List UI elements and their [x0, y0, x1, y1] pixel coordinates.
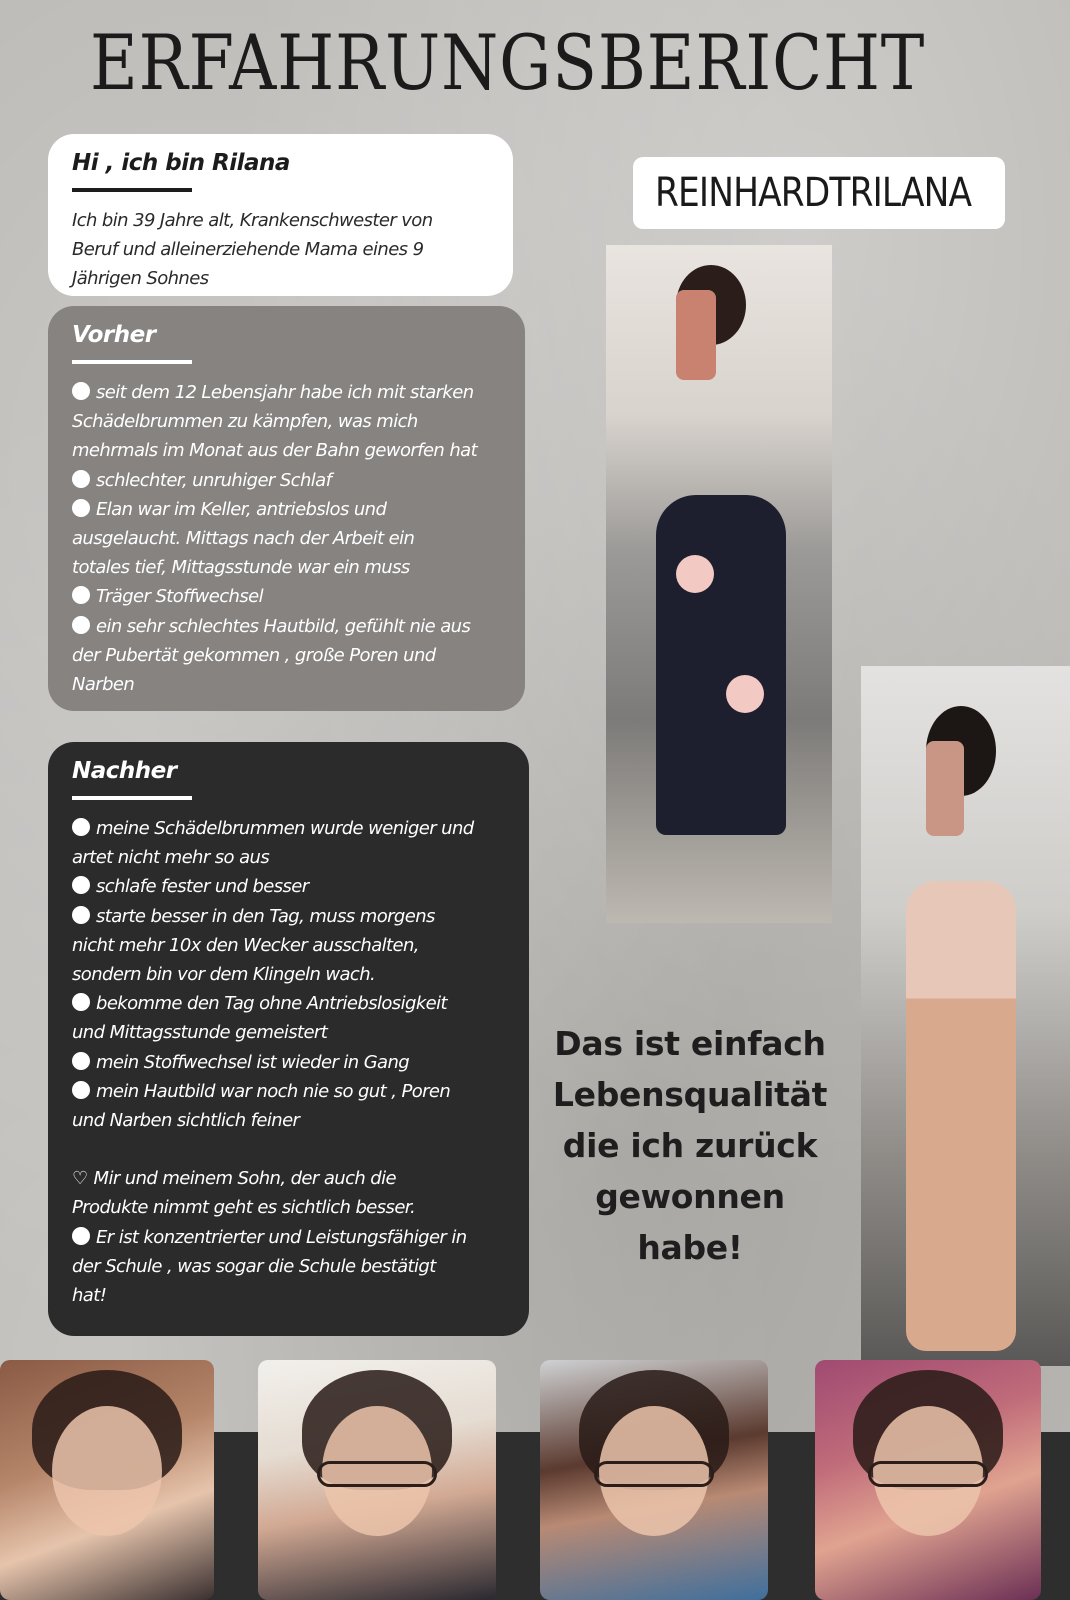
before-card: [48, 306, 525, 711]
after-item-text: starte besser in den Tag, muss morgens: [96, 905, 435, 927]
after-item-text: mein Hautbild war noch nie so gut , Poren: [96, 1080, 451, 1102]
after-item-line: [72, 1164, 505, 1193]
intro-heading: Hi , ich bin Rilana: [72, 150, 290, 176]
before-heading: Vorher: [72, 322, 156, 348]
bullet-dot-icon: [72, 993, 90, 1011]
before-item-text: ausgelaucht. Mittags nach der Arbeit ein: [72, 528, 415, 550]
after-item-line: [72, 1106, 505, 1135]
before-item-line: [72, 582, 501, 611]
quote-text: [540, 1018, 840, 1278]
before-item-text: Narben: [72, 674, 135, 696]
after-item-line: [72, 960, 505, 989]
after-card: [48, 742, 529, 1336]
quote-line: gewonnen: [595, 1177, 785, 1216]
glasses-icon: [317, 1461, 437, 1487]
after-item-text: hat!: [72, 1285, 107, 1307]
before-item-text: totales tief, Mittagsstunde war ein muss: [72, 557, 410, 579]
instagram-handle: REINHARDTRILANA: [655, 170, 972, 216]
portrait-thumbnail: [815, 1360, 1041, 1600]
before-item-text: schlechter, unruhiger Schlaf: [96, 469, 332, 491]
after-item-text: der Schule , was sogar die Schule bestätigt: [72, 1255, 436, 1277]
before-item-text: der Pubertät gekommen , große Poren und: [72, 644, 436, 666]
glasses-icon: [868, 1461, 988, 1487]
after-heading: Nachher: [72, 758, 177, 784]
bullet-dot-icon: [72, 818, 90, 836]
before-photo-phone: [676, 290, 716, 380]
before-item-text: Träger Stoffwechsel: [96, 586, 263, 608]
after-photo: [861, 666, 1070, 1366]
portrait-thumbnail: [0, 1360, 214, 1600]
before-item-line: [72, 524, 501, 553]
after-item-line: [72, 1077, 505, 1106]
after-item-text: Er ist konzentrierter und Leistungsfähiger in: [96, 1226, 467, 1248]
bullet-dot-icon: [72, 586, 90, 604]
after-photo-phone: [926, 741, 964, 836]
before-item-line: [72, 670, 501, 699]
intro-underline: [72, 188, 192, 192]
before-item-line: [72, 612, 501, 641]
after-item-line: [72, 872, 505, 901]
before-list: [72, 378, 501, 699]
after-item-text: Produkte nimmt geht es sichtlich besser.: [72, 1197, 416, 1219]
glasses-icon: [594, 1461, 714, 1487]
after-item-line: [72, 1048, 505, 1077]
bullet-dot-icon: [72, 1081, 90, 1099]
before-item-line: [72, 553, 501, 582]
after-item-line: [72, 814, 505, 843]
after-item-text: schlafe fester und besser: [96, 876, 309, 898]
before-item-line: [72, 641, 501, 670]
quote-line: die ich zurück: [562, 1126, 818, 1165]
portrait-face: [52, 1406, 162, 1536]
bullet-dot-icon: [72, 616, 90, 634]
before-item-text: seit dem 12 Lebensjahr habe ich mit starken: [96, 382, 474, 403]
bullet-dot-icon: [72, 382, 90, 400]
intro-card: [48, 134, 513, 296]
before-item-line: [72, 436, 501, 465]
after-item-line: [72, 989, 505, 1018]
after-item-text: mein Stoffwechsel ist wieder in Gang: [96, 1051, 410, 1073]
bullet-dot-icon: [72, 1227, 90, 1245]
after-item-line: [72, 931, 505, 960]
portrait-thumbnail: [540, 1360, 768, 1600]
after-list: [72, 814, 505, 1310]
after-underline: [72, 796, 192, 800]
bullet-dot-icon: [72, 1052, 90, 1070]
portrait-thumbnail: [258, 1360, 496, 1600]
instagram-badge[interactable]: [633, 157, 1005, 229]
before-item-line: [72, 495, 501, 524]
after-item-text: sondern bin vor dem Klingeln wach.: [72, 964, 376, 986]
after-item-line: [72, 1193, 505, 1222]
before-item-text: Elan war im Keller, antriebslos und: [96, 498, 387, 520]
before-item-text: ein sehr schlechtes Hautbild, gefühlt nie aus: [96, 615, 471, 637]
after-item-text: artet nicht mehr so aus: [72, 847, 270, 869]
page-title: ERFAHRUNGSBERICHT: [90, 18, 926, 107]
before-underline: [72, 360, 192, 364]
after-item-line: [72, 843, 505, 872]
after-item-text: Mir und meinem Sohn, der auch die: [93, 1168, 396, 1190]
after-item-text: meine Schädelbrummen wurde weniger und: [96, 818, 474, 839]
after-item-line: [72, 1281, 505, 1310]
bullet-dot-icon: [72, 876, 90, 894]
quote-line: habe!: [637, 1228, 743, 1267]
after-item-line: [72, 1018, 505, 1047]
after-item-line: [72, 1252, 505, 1281]
before-item-line: [72, 407, 501, 436]
after-photo-dress: [906, 881, 1016, 1351]
quote-line: Das ist einfach: [554, 1024, 826, 1063]
before-photo-dress: [656, 495, 786, 835]
bullet-dot-icon: [72, 499, 90, 517]
after-item-text: und Mittagsstunde gemeistert: [72, 1022, 328, 1044]
intro-line: Beruf und alleinerziehende Mama eines 9: [72, 239, 424, 261]
after-item-line: [72, 1223, 505, 1252]
before-item-line: [72, 378, 501, 407]
before-item-text: mehrmals im Monat aus der Bahn geworfen hat: [72, 440, 478, 462]
after-item-spacer: [72, 1135, 505, 1164]
before-photo: [606, 245, 832, 923]
before-item-text: Schädelbrummen zu kämpfen, was mich: [72, 411, 418, 433]
quote-line: Lebensqualität: [552, 1075, 828, 1114]
after-item-text: bekomme den Tag ohne Antriebslosigkeit: [96, 993, 447, 1015]
after-item-text: nicht mehr 10x den Wecker ausschalten,: [72, 934, 419, 956]
intro-text: [72, 206, 489, 294]
intro-line: Jährigen Sohnes: [72, 268, 209, 290]
bullet-dot-icon: [72, 906, 90, 924]
after-item-text: und Narben sichtlich feiner: [72, 1110, 300, 1132]
bullet-dot-icon: [72, 470, 90, 488]
after-item-line: [72, 902, 505, 931]
intro-line: Ich bin 39 Jahre alt, Krankenschwester von: [72, 210, 433, 231]
before-item-line: [72, 466, 501, 495]
heart-icon: ♡: [72, 1168, 88, 1190]
